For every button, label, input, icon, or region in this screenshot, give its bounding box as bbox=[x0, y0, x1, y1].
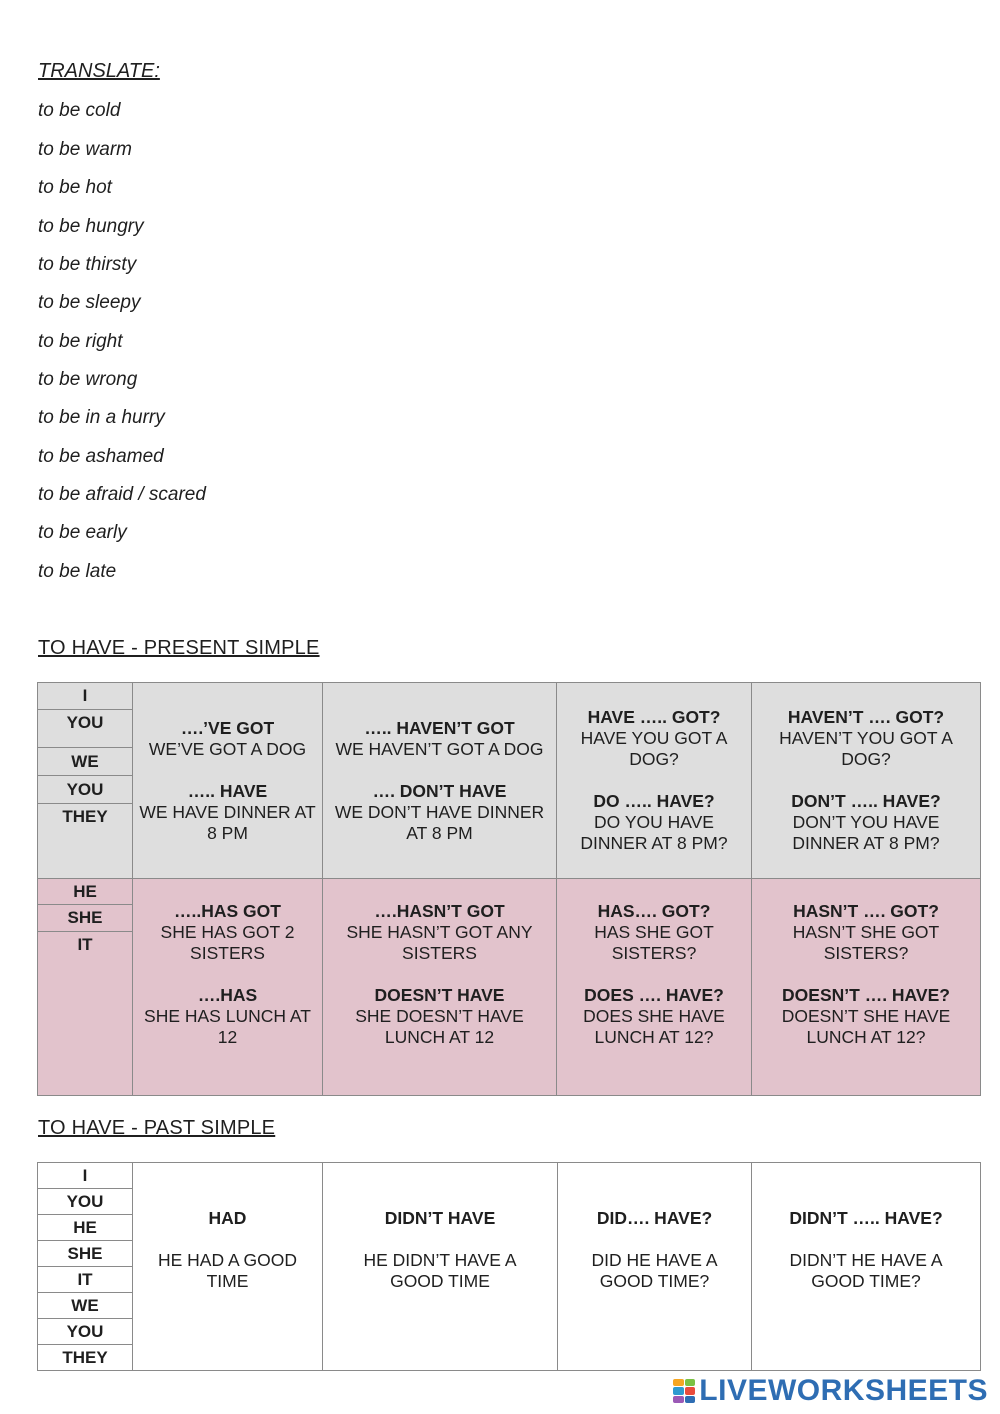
phrase-item: to be early bbox=[38, 522, 127, 543]
negative-question-cell bbox=[752, 1163, 981, 1371]
phrase-item: to be right bbox=[38, 331, 123, 352]
present-simple-title: TO HAVE - PRESENT SIMPLE bbox=[38, 637, 320, 659]
phrase-item: to be cold bbox=[38, 100, 121, 121]
cell-example: WE HAVE DINNER AT 8 PM bbox=[139, 801, 316, 843]
pronoun: SHE bbox=[38, 905, 132, 932]
affirmative-cell bbox=[133, 879, 323, 1096]
pronoun: IT bbox=[38, 1267, 132, 1293]
cell-heading: …..HAS GOT bbox=[174, 901, 281, 921]
cell-example: HASN’T SHE GOT SISTERS? bbox=[792, 922, 940, 963]
cell-heading: HAVEN’T …. GOT? bbox=[787, 707, 945, 727]
cell-heading: DIDN’T HAVE bbox=[384, 1208, 496, 1228]
pronoun: THEY bbox=[62, 807, 108, 826]
negative-question-cell bbox=[752, 879, 981, 1096]
cell-heading: DOES …. HAVE? bbox=[584, 985, 724, 1005]
phrase-item: to be sleepy bbox=[38, 292, 141, 313]
cell-example: SHE DOESN’T HAVE LUNCH AT 12 bbox=[355, 1006, 524, 1047]
phrase-item: to be in a hurry bbox=[38, 407, 165, 428]
cell-example: DID HE HAVE A GOOD TIME? bbox=[591, 1250, 718, 1291]
pronoun: THEY bbox=[62, 1348, 108, 1367]
pronoun: YOU bbox=[38, 776, 132, 804]
negative-cell bbox=[323, 683, 557, 879]
pronoun: I bbox=[38, 1163, 132, 1189]
present-simple-table bbox=[37, 682, 981, 1096]
past-simple-title: TO HAVE - PAST SIMPLE bbox=[38, 1117, 276, 1139]
cell-heading: DOESN’T …. HAVE? bbox=[782, 985, 950, 1005]
negative-cell bbox=[323, 1163, 558, 1371]
cell-heading: DIDN’T ….. HAVE? bbox=[789, 1208, 943, 1228]
cell-example: WE HAVEN’T GOT A DOG bbox=[335, 738, 544, 759]
negative-question-cell bbox=[752, 683, 981, 879]
phrase-item: to be late bbox=[38, 561, 117, 582]
liveworksheets-logo-icon bbox=[673, 1379, 695, 1403]
cell-heading: DON’T ….. HAVE? bbox=[791, 791, 941, 811]
phrase-item: to be afraid / scared bbox=[38, 484, 206, 505]
pronoun: WE bbox=[38, 748, 132, 776]
phrase-item: to be hot bbox=[38, 177, 112, 198]
cell-heading: HAD bbox=[208, 1208, 247, 1228]
translate-heading: TRANSLATE: bbox=[38, 60, 160, 82]
table-row bbox=[38, 1163, 981, 1371]
cell-example: HE HAD A GOOD TIME bbox=[157, 1250, 298, 1291]
cell-example: HE DIDN’T HAVE A GOOD TIME bbox=[363, 1250, 517, 1291]
cell-heading: ….HAS bbox=[197, 985, 258, 1005]
cell-heading: DID…. HAVE? bbox=[596, 1208, 713, 1228]
cell-example: DOESN’T SHE HAVE LUNCH AT 12? bbox=[781, 1006, 951, 1047]
liveworksheets-logo bbox=[673, 1374, 988, 1408]
cell-example: WE DON’T HAVE DINNER AT 8 PM bbox=[334, 801, 545, 843]
pronoun-cell bbox=[38, 879, 133, 1096]
past-simple-table bbox=[37, 1162, 981, 1371]
pronoun-cell bbox=[38, 1163, 133, 1371]
cell-heading: HAS…. GOT? bbox=[597, 901, 711, 921]
pronoun: HE bbox=[38, 1215, 132, 1241]
cell-example: DOES SHE HAVE LUNCH AT 12? bbox=[583, 1006, 725, 1047]
cell-example: HAVE YOU GOT A DOG? bbox=[580, 728, 728, 769]
cell-heading: DO ….. HAVE? bbox=[593, 791, 715, 811]
cell-heading: DOESN’T HAVE bbox=[374, 985, 505, 1005]
pronoun: HE bbox=[38, 879, 132, 905]
affirmative-cell bbox=[133, 683, 323, 879]
cell-heading: HASN’T …. GOT? bbox=[793, 901, 939, 921]
cell-heading: HAVE ….. GOT? bbox=[587, 707, 721, 727]
phrase-item: to be hungry bbox=[38, 216, 144, 237]
phrase-item: to be thirsty bbox=[38, 254, 137, 275]
negative-cell bbox=[323, 879, 557, 1096]
cell-heading: ….HASN’T GOT bbox=[374, 901, 505, 921]
pronoun: YOU bbox=[38, 1189, 132, 1215]
cell-heading: ….. HAVEN’T GOT bbox=[364, 717, 515, 738]
question-cell bbox=[558, 1163, 752, 1371]
question-cell bbox=[557, 879, 752, 1096]
cell-example: SHE HAS LUNCH AT 12 bbox=[144, 1006, 311, 1047]
cell-example: DO YOU HAVE DINNER AT 8 PM? bbox=[580, 812, 728, 853]
pronoun: YOU bbox=[38, 1319, 132, 1345]
phrase-item: to be warm bbox=[38, 139, 132, 160]
table-row bbox=[38, 683, 981, 879]
phrase-item: to be ashamed bbox=[38, 446, 164, 467]
logo-text: LIVEWORKSHEETS bbox=[699, 1374, 988, 1407]
pronoun: IT bbox=[77, 935, 93, 954]
phrase-item: to be wrong bbox=[38, 369, 138, 390]
cell-example: HAVEN’T YOU GOT A DOG? bbox=[779, 728, 953, 769]
question-cell bbox=[557, 683, 752, 879]
cell-example: SHE HASN’T GOT ANY SISTERS bbox=[346, 922, 533, 963]
cell-example: HAS SHE GOT SISTERS? bbox=[594, 922, 714, 963]
pronoun: I bbox=[38, 683, 132, 710]
cell-example: DIDN’T HE HAVE A GOOD TIME? bbox=[789, 1250, 943, 1291]
cell-heading: ….. HAVE bbox=[187, 780, 268, 801]
table-row bbox=[38, 879, 981, 1096]
cell-example: DON’T YOU HAVE DINNER AT 8 PM? bbox=[792, 812, 940, 853]
pronoun: WE bbox=[38, 1293, 132, 1319]
affirmative-cell bbox=[133, 1163, 323, 1371]
pronoun-cell bbox=[38, 683, 133, 879]
cell-example: SHE HAS GOT 2 SISTERS bbox=[160, 922, 295, 963]
cell-heading: ….’VE GOT bbox=[180, 717, 275, 738]
cell-example: WE’VE GOT A DOG bbox=[148, 738, 307, 759]
pronoun: YOU bbox=[38, 710, 132, 748]
cell-heading: …. DON’T HAVE bbox=[372, 780, 507, 801]
pronoun: SHE bbox=[38, 1241, 132, 1267]
